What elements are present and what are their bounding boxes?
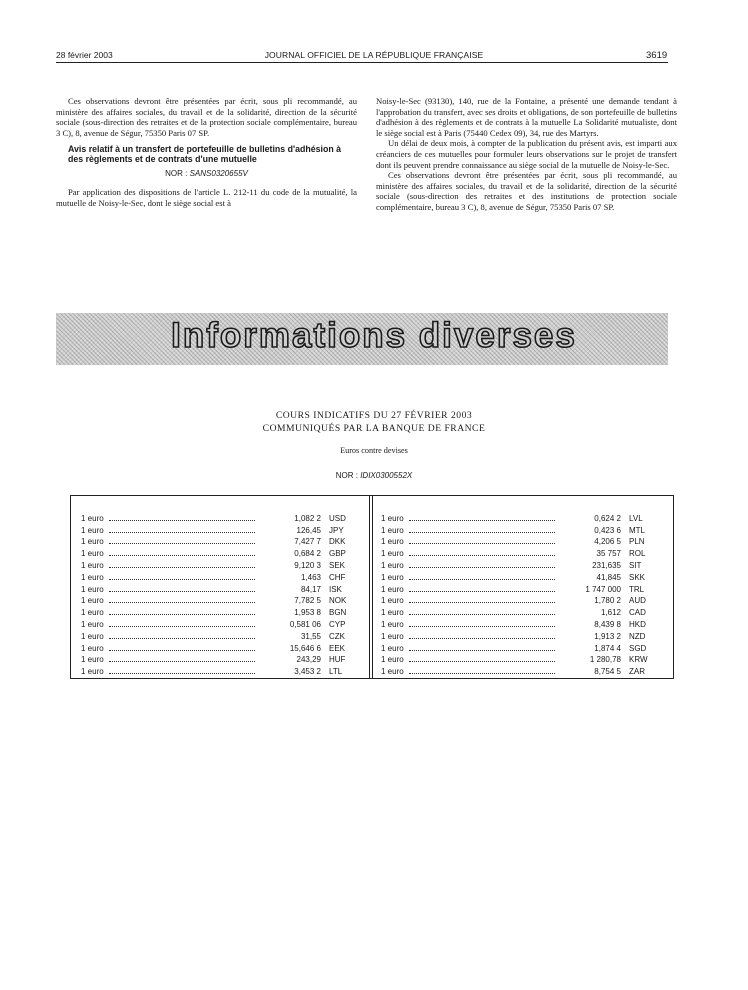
currency-code: SGD xyxy=(629,643,647,653)
rate-value: 7,427 7 xyxy=(294,537,321,547)
rates-nor-label: NOR : xyxy=(335,471,361,480)
rate-value: 7,782 5 xyxy=(294,596,321,606)
rate-label: 1 euro xyxy=(81,655,104,665)
rate-label: 1 euro xyxy=(81,525,104,535)
currency-code: DKK xyxy=(329,537,346,547)
rate-value: 1,082 2 xyxy=(294,513,321,523)
rate-value: 1,913 2 xyxy=(594,631,621,641)
dot-leader xyxy=(409,555,555,556)
rates-nor xyxy=(0,471,748,480)
rate-label: 1 euro xyxy=(381,667,404,677)
rate-row xyxy=(81,582,357,594)
dot-leader xyxy=(109,591,255,592)
dot-leader xyxy=(409,602,555,603)
rate-label: 1 euro xyxy=(381,596,404,606)
rate-value: 15,646 6 xyxy=(289,643,321,653)
rate-label: 1 euro xyxy=(81,572,104,582)
rate-value: 1,874 4 xyxy=(594,643,621,653)
rate-value: 243,29 xyxy=(296,655,321,665)
currency-code: EEK xyxy=(329,643,346,653)
rate-label: 1 euro xyxy=(381,643,404,653)
dot-leader xyxy=(109,567,255,568)
transfer-paragraph: Noisy-le-Sec (93130), 140, rue de la Fontaine, a présenté une demande tendant à l'approbation du transfert, avec ses droits et obligations, de son portefeuille de bulletins d'adhésion à des règlements et de contrats à la mutuelle La Solidarité mutualiste, dont le siège social est à Paris (75440 Cedex 09), 34, rue des Martyrs. xyxy=(376,96,677,138)
dot-leader xyxy=(409,614,555,615)
rate-row xyxy=(81,535,357,547)
observations-paragraph-2: Ces observations devront être présentées par écrit, sous pli recommandé, au ministère des affaires sociales, du travail et de la solidarité, direction de la sécurité sociale (sous-direction des retraites et des institutions de protection sociale complémentaire, bureau 3 C), 8, avenue de Ségur, 75350 Paris 07 SP. xyxy=(376,170,677,212)
rate-label: 1 euro xyxy=(381,619,404,629)
dot-leader xyxy=(109,543,255,544)
currency-code: JPY xyxy=(329,525,344,535)
rate-row xyxy=(381,582,657,594)
dot-leader xyxy=(109,661,255,662)
rate-label: 1 euro xyxy=(81,537,104,547)
currency-code: NZD xyxy=(629,631,646,641)
application-paragraph: Par application des dispositions de l'article L. 212-11 du code de la mutualité, la mutuelle de Noisy-le-Sec, dont le siège social est à xyxy=(56,186,357,208)
rate-row xyxy=(381,664,657,676)
dot-leader xyxy=(409,661,555,662)
currency-code: KRW xyxy=(629,655,648,665)
rate-value: 4,206 5 xyxy=(594,537,621,547)
rate-value: 1 747 000 xyxy=(585,584,621,594)
dot-leader xyxy=(409,520,555,521)
delay-paragraph: Un délai de deux mois, à compter de la publication du présent avis, est imparti aux créanciers de ces mutuelles pour formuler leurs observations sur le projet de transfert dont ils peuvent prendre connaissance au siège social de la mutuelle de Noisy-le-Sec. xyxy=(376,138,677,170)
rate-value: 0,581 06 xyxy=(289,619,321,629)
observations-paragraph: Ces observations devront être présentées par écrit, sous pli recommandé, au ministère des affaires sociales, du travail et de la solidarité, direction de la sécurité sociale (sous-direction des retraites et de la protection sociale complémentaire, bureau 3 C), 8, avenue de Ségur, 75350 Paris 07 SP. xyxy=(56,96,357,138)
currency-code: LVL xyxy=(629,513,643,523)
rate-label: 1 euro xyxy=(81,643,104,653)
rate-label: 1 euro xyxy=(381,560,404,570)
currency-code: SKK xyxy=(629,572,646,582)
dot-leader xyxy=(109,579,255,580)
rate-row xyxy=(381,594,657,606)
currency-code: CHF xyxy=(329,572,346,582)
nor-value: SANS0320655V xyxy=(189,169,248,179)
currency-code: LTL xyxy=(329,667,343,677)
rate-value: 1,780 2 xyxy=(594,596,621,606)
rate-row xyxy=(81,605,357,617)
rate-label: 1 euro xyxy=(381,537,404,547)
rate-label: 1 euro xyxy=(81,560,104,570)
journal-title: JOURNAL OFFICIEL DE LA RÉPUBLIQUE FRANÇAISE xyxy=(264,50,484,60)
rate-value: 1 280,78 xyxy=(589,655,621,665)
rate-label: 1 euro xyxy=(381,584,404,594)
dot-leader xyxy=(109,520,255,521)
rate-label: 1 euro xyxy=(81,619,104,629)
currency-code: BGN xyxy=(329,608,347,618)
rate-row xyxy=(81,664,357,676)
rate-label: 1 euro xyxy=(381,608,404,618)
dot-leader xyxy=(109,650,255,651)
rate-row xyxy=(81,653,357,665)
rate-label: 1 euro xyxy=(81,631,104,641)
dot-leader xyxy=(409,532,555,533)
currency-code: ROL xyxy=(629,549,646,559)
rate-row xyxy=(81,558,357,570)
avis-nor xyxy=(56,169,357,180)
rate-label: 1 euro xyxy=(81,584,104,594)
rate-value: 1,463 xyxy=(300,572,321,582)
rate-row xyxy=(81,594,357,606)
rate-label: 1 euro xyxy=(381,631,404,641)
currency-code: CAD xyxy=(629,608,646,618)
page-number: 3619 xyxy=(646,50,668,61)
rate-row xyxy=(381,605,657,617)
exchange-rates-table xyxy=(70,495,674,679)
dot-leader xyxy=(409,543,555,544)
currency-code: TRL xyxy=(629,584,645,594)
rate-row xyxy=(81,629,357,641)
dot-leader xyxy=(109,638,255,639)
rates-subtitle: Euros contre devises xyxy=(340,446,408,455)
currency-code: SIT xyxy=(629,560,642,570)
dot-leader xyxy=(109,614,255,615)
currency-code: ZAR xyxy=(629,667,645,677)
rate-row xyxy=(381,511,657,523)
currency-code: PLN xyxy=(629,537,645,547)
rate-row xyxy=(381,523,657,535)
rate-label: 1 euro xyxy=(81,667,104,677)
rate-row xyxy=(81,570,357,582)
dot-leader xyxy=(409,591,555,592)
dot-leader xyxy=(109,602,255,603)
currency-code: HKD xyxy=(629,619,646,629)
rate-value: 9,120 3 xyxy=(294,560,321,570)
currency-code: AUD xyxy=(629,596,646,606)
rate-value: 231,635 xyxy=(592,560,621,570)
rate-row xyxy=(381,641,657,653)
rate-row xyxy=(381,570,657,582)
rate-row xyxy=(81,641,357,653)
rate-label: 1 euro xyxy=(81,513,104,523)
rate-value: 0,624 2 xyxy=(594,513,621,523)
dot-leader xyxy=(109,673,255,674)
currency-code: ISK xyxy=(329,584,342,594)
rate-label: 1 euro xyxy=(81,549,104,559)
rates-title-line-2: COMMUNIQUÉS PAR LA BANQUE DE FRANCE xyxy=(262,423,486,434)
rates-nor-value: IDIX0300552X xyxy=(360,471,413,480)
rate-value: 126,45 xyxy=(296,525,321,535)
rates-right-column xyxy=(381,511,657,676)
dot-leader xyxy=(409,567,555,568)
rate-row xyxy=(381,617,657,629)
dot-leader xyxy=(409,638,555,639)
avis-title: Avis relatif à un transfert de portefeuille de bulletins d'adhésion à des règlements et de contrats d'une mutuelle xyxy=(68,144,342,165)
rate-row xyxy=(381,558,657,570)
currency-code: NOK xyxy=(329,596,347,606)
nor-label: NOR : xyxy=(165,169,190,179)
rate-row xyxy=(81,523,357,535)
currency-code: SEK xyxy=(329,560,346,570)
rate-label: 1 euro xyxy=(381,549,404,559)
rate-value: 41,845 xyxy=(596,572,621,582)
rate-value: 8,754 5 xyxy=(594,667,621,677)
rate-label: 1 euro xyxy=(81,596,104,606)
dot-leader xyxy=(409,650,555,651)
rate-value: 0,684 2 xyxy=(294,549,321,559)
table-column-divider xyxy=(369,496,373,678)
header-date: 28 février 2003 xyxy=(56,50,113,60)
rates-left-column xyxy=(81,511,357,676)
right-text-column xyxy=(376,96,677,213)
rate-row xyxy=(81,546,357,558)
dot-leader xyxy=(409,626,555,627)
rate-row xyxy=(381,535,657,547)
rate-row xyxy=(81,617,357,629)
dot-leader xyxy=(109,555,255,556)
dot-leader xyxy=(409,673,555,674)
rate-label: 1 euro xyxy=(381,525,404,535)
rate-label: 1 euro xyxy=(81,608,104,618)
rate-label: 1 euro xyxy=(381,572,404,582)
currency-code: GBP xyxy=(329,549,346,559)
rate-value: 0,423 6 xyxy=(594,525,621,535)
rate-row xyxy=(381,546,657,558)
rate-value: 31,55 xyxy=(300,631,321,641)
currency-code: CZK xyxy=(329,631,345,641)
rate-label: 1 euro xyxy=(381,655,404,665)
currency-code: CYP xyxy=(329,619,346,629)
currency-code: USD xyxy=(329,513,346,523)
rate-value: 3,453 2 xyxy=(294,667,321,677)
banner-title: Informations diverses xyxy=(171,316,577,355)
rate-label: 1 euro xyxy=(381,513,404,523)
rate-value: 84,17 xyxy=(300,584,321,594)
left-text-column xyxy=(56,96,357,208)
rate-row xyxy=(81,511,357,523)
header-rule xyxy=(56,62,668,63)
rate-row xyxy=(381,629,657,641)
dot-leader xyxy=(409,579,555,580)
dot-leader xyxy=(109,532,255,533)
rate-value: 1,953 8 xyxy=(294,608,321,618)
rate-value: 1,612 xyxy=(600,608,621,618)
rates-title-line-1: COURS INDICATIFS DU 27 FÉVRIER 2003 xyxy=(275,410,473,421)
dot-leader xyxy=(109,626,255,627)
rate-row xyxy=(381,653,657,665)
currency-code: MTL xyxy=(629,525,645,535)
currency-code: HUF xyxy=(329,655,346,665)
rate-value: 8,439 8 xyxy=(594,619,621,629)
rate-value: 35 757 xyxy=(596,549,621,559)
